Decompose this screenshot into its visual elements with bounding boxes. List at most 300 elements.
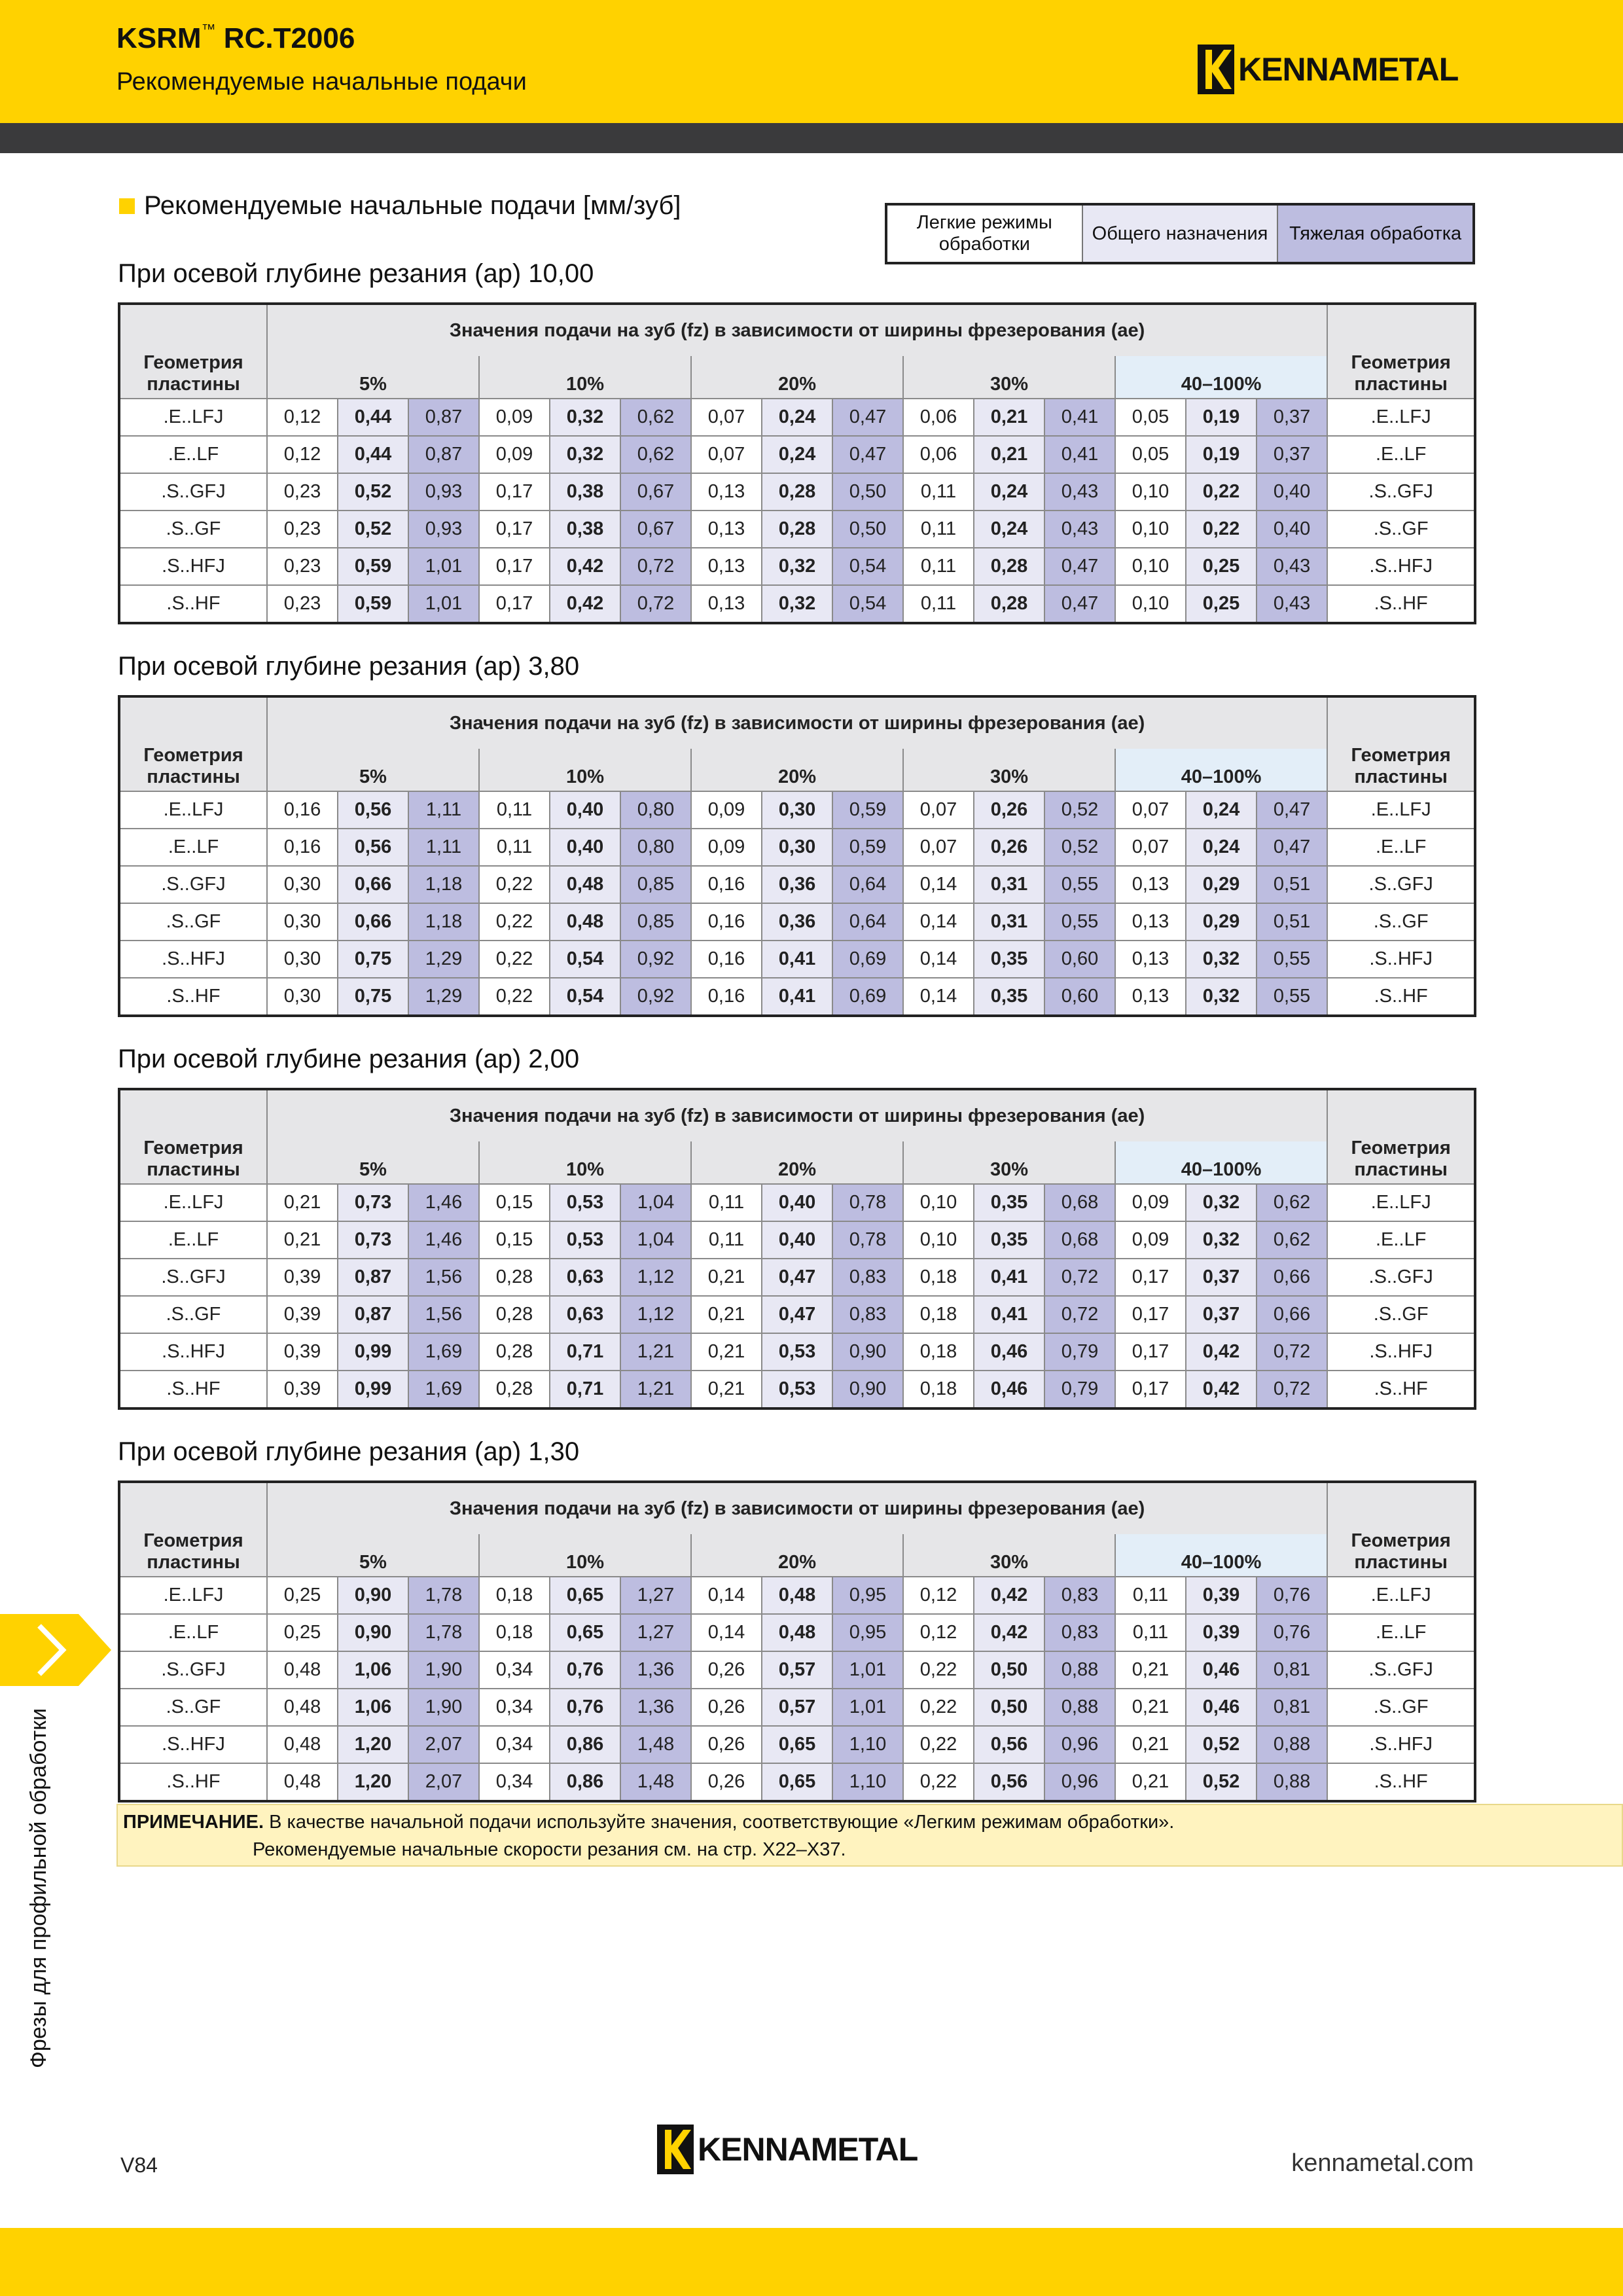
general-feed-cell: 0,73	[338, 1221, 408, 1259]
light-feed-cell: 0,30	[267, 903, 338, 941]
light-feed-cell: 0,25	[267, 1614, 338, 1651]
light-feed-cell: 0,48	[267, 1763, 338, 1801]
general-feed-cell: 0,90	[338, 1577, 408, 1614]
general-feed-cell: 0,52	[1186, 1763, 1257, 1801]
light-feed-cell: 0,17	[479, 548, 550, 585]
light-feed-cell: 0,30	[267, 941, 338, 978]
light-feed-cell: 0,11	[1115, 1614, 1186, 1651]
light-feed-cell: 0,18	[903, 1371, 974, 1408]
heavy-feed-cell: 0,66	[1257, 1259, 1327, 1296]
general-feed-cell: 0,52	[338, 511, 408, 548]
light-feed-cell: 0,11	[903, 548, 974, 585]
geometry-header: Геометрия пластины	[119, 304, 267, 399]
heavy-feed-cell: 0,88	[1044, 1651, 1115, 1689]
general-feed-cell: 0,47	[762, 1259, 832, 1296]
light-feed-cell: 0,21	[267, 1184, 338, 1221]
table-row	[119, 1296, 1475, 1333]
geometry-cell: .S..HFJ	[119, 941, 267, 978]
table-row	[119, 436, 1475, 473]
table-row	[119, 1651, 1475, 1689]
light-feed-cell: 0,11	[479, 791, 550, 829]
note-box	[116, 1804, 1623, 1867]
general-feed-cell: 1,20	[338, 1726, 408, 1763]
heavy-feed-cell: 0,83	[1044, 1577, 1115, 1614]
light-feed-cell: 0,21	[691, 1371, 762, 1408]
geometry-cell-right: .S..GFJ	[1327, 473, 1475, 511]
kennametal-k-icon	[1198, 45, 1234, 94]
general-feed-cell: 0,37	[1186, 1296, 1257, 1333]
general-feed-cell: 0,38	[550, 473, 620, 511]
heavy-feed-cell: 1,48	[620, 1726, 691, 1763]
heavy-feed-cell: 0,78	[832, 1184, 903, 1221]
heavy-feed-cell: 0,64	[832, 866, 903, 903]
general-feed-cell: 0,35	[974, 978, 1044, 1016]
light-feed-cell: 0,09	[691, 829, 762, 866]
document-subtitle: Рекомендуемые начальные подачи	[116, 68, 527, 96]
heavy-feed-cell: 0,90	[832, 1371, 903, 1408]
light-feed-cell: 0,07	[903, 829, 974, 866]
heavy-feed-cell: 0,93	[408, 511, 479, 548]
page-header	[0, 0, 1623, 123]
table-row	[119, 1221, 1475, 1259]
light-feed-cell: 0,23	[267, 548, 338, 585]
general-feed-cell: 0,41	[762, 978, 832, 1016]
section-title: Рекомендуемые начальные подачи [мм/зуб]	[119, 191, 681, 221]
light-feed-cell: 0,23	[267, 585, 338, 623]
note-line-1: ПРИМЕЧАНИЕ. В качестве начальной подачи используйте значения, соответствующие «Легким режимам обработки».	[123, 1812, 1175, 1833]
light-feed-cell: 0,06	[903, 399, 974, 436]
geometry-cell-right: .S..HF	[1327, 585, 1475, 623]
light-feed-cell: 0,07	[1115, 829, 1186, 866]
general-feed-cell: 0,24	[1186, 829, 1257, 866]
light-feed-cell: 0,22	[903, 1763, 974, 1801]
heavy-feed-cell: 0,55	[1257, 941, 1327, 978]
light-feed-cell: 0,23	[267, 473, 338, 511]
heavy-feed-cell: 0,72	[1257, 1371, 1327, 1408]
general-feed-cell: 0,48	[550, 866, 620, 903]
heavy-feed-cell: 0,50	[832, 511, 903, 548]
heavy-feed-cell: 0,41	[1044, 436, 1115, 473]
general-feed-cell: 0,42	[1186, 1333, 1257, 1371]
light-feed-cell: 0,39	[267, 1259, 338, 1296]
heavy-feed-cell: 1,01	[408, 585, 479, 623]
geometry-cell-right: .E..LF	[1327, 1221, 1475, 1259]
geometry-cell-right: .S..HF	[1327, 1763, 1475, 1801]
heavy-feed-cell: 0,67	[620, 511, 691, 548]
light-feed-cell: 0,26	[691, 1651, 762, 1689]
general-feed-cell: 0,42	[1186, 1371, 1257, 1408]
kennametal-footer-logo	[657, 2125, 918, 2174]
general-feed-cell: 0,35	[974, 1221, 1044, 1259]
light-feed-cell: 0,11	[903, 511, 974, 548]
general-feed-cell: 0,52	[338, 473, 408, 511]
light-feed-cell: 0,17	[479, 585, 550, 623]
heavy-feed-cell: 0,54	[832, 585, 903, 623]
heavy-feed-cell: 0,79	[1044, 1371, 1115, 1408]
general-feed-cell: 0,29	[1186, 903, 1257, 941]
general-feed-cell: 0,42	[550, 585, 620, 623]
heavy-feed-cell: 1,90	[408, 1651, 479, 1689]
chevron-right-icon	[0, 1614, 111, 1686]
geometry-cell: .E..LF	[119, 829, 267, 866]
light-feed-cell: 0,14	[903, 903, 974, 941]
geometry-cell-right: .S..GFJ	[1327, 866, 1475, 903]
general-feed-cell: 1,06	[338, 1651, 408, 1689]
heavy-feed-cell: 0,43	[1044, 473, 1115, 511]
heavy-feed-cell: 0,62	[1257, 1221, 1327, 1259]
light-feed-cell: 0,18	[903, 1259, 974, 1296]
heavy-feed-cell: 1,48	[620, 1763, 691, 1801]
light-feed-cell: 0,21	[691, 1333, 762, 1371]
general-feed-cell: 0,35	[974, 1184, 1044, 1221]
light-feed-cell: 0,22	[479, 903, 550, 941]
geometry-cell-right: .S..GF	[1327, 1296, 1475, 1333]
heavy-feed-cell: 1,04	[620, 1184, 691, 1221]
width-header: 10%	[479, 1534, 691, 1577]
general-feed-cell: 0,28	[762, 511, 832, 548]
general-feed-cell: 1,20	[338, 1763, 408, 1801]
light-feed-cell: 0,10	[903, 1184, 974, 1221]
heavy-feed-cell: 1,27	[620, 1614, 691, 1651]
general-feed-cell: 0,41	[974, 1296, 1044, 1333]
heavy-feed-cell: 0,83	[832, 1259, 903, 1296]
heavy-feed-cell: 1,36	[620, 1651, 691, 1689]
general-feed-cell: 0,52	[1186, 1726, 1257, 1763]
general-feed-cell: 0,48	[762, 1577, 832, 1614]
light-feed-cell: 0,21	[1115, 1651, 1186, 1689]
light-feed-cell: 0,11	[479, 829, 550, 866]
light-feed-cell: 0,09	[1115, 1221, 1186, 1259]
width-header: 5%	[267, 356, 479, 399]
heavy-feed-cell: 0,80	[620, 791, 691, 829]
general-feed-cell: 0,99	[338, 1371, 408, 1408]
geometry-cell-right: .S..GF	[1327, 903, 1475, 941]
light-feed-cell: 0,14	[903, 978, 974, 1016]
heavy-feed-cell: 0,66	[1257, 1296, 1327, 1333]
heavy-feed-cell: 0,83	[832, 1296, 903, 1333]
general-feed-cell: 0,32	[762, 548, 832, 585]
heavy-feed-cell: 0,90	[832, 1333, 903, 1371]
heavy-feed-cell: 0,47	[832, 399, 903, 436]
width-header: 30%	[903, 749, 1115, 791]
light-feed-cell: 0,16	[691, 903, 762, 941]
heavy-feed-cell: 1,69	[408, 1371, 479, 1408]
heavy-feed-cell: 0,81	[1257, 1651, 1327, 1689]
general-feed-cell: 0,57	[762, 1689, 832, 1726]
heavy-feed-cell: 0,79	[1044, 1333, 1115, 1371]
feed-header: Значения подачи на зуб (fz) в зависимости от ширины фрезерования (ae)	[267, 696, 1327, 749]
light-feed-cell: 0,13	[1115, 903, 1186, 941]
general-feed-cell: 0,42	[974, 1614, 1044, 1651]
website-link[interactable]: kennametal.com	[1291, 2149, 1474, 2177]
light-feed-cell: 0,14	[903, 866, 974, 903]
general-feed-cell: 0,65	[550, 1577, 620, 1614]
general-feed-cell: 0,59	[338, 585, 408, 623]
side-section-label: Фрезы для профильной обработки	[26, 1708, 51, 2068]
light-feed-cell: 0,16	[691, 941, 762, 978]
general-feed-cell: 0,31	[974, 866, 1044, 903]
light-feed-cell: 0,48	[267, 1689, 338, 1726]
light-feed-cell: 0,16	[267, 829, 338, 866]
light-feed-cell: 0,17	[1115, 1296, 1186, 1333]
general-feed-cell: 0,53	[762, 1371, 832, 1408]
table-row	[119, 473, 1475, 511]
heavy-feed-cell: 1,29	[408, 978, 479, 1016]
heavy-feed-cell: 1,69	[408, 1333, 479, 1371]
table-row	[119, 1371, 1475, 1408]
general-feed-cell: 0,40	[762, 1221, 832, 1259]
geometry-header: Геометрия пластины	[119, 1089, 267, 1184]
light-feed-cell: 0,11	[903, 585, 974, 623]
general-feed-cell: 0,32	[1186, 1184, 1257, 1221]
light-feed-cell: 0,48	[267, 1651, 338, 1689]
table-row	[119, 1184, 1475, 1221]
light-feed-cell: 0,18	[479, 1577, 550, 1614]
light-feed-cell: 0,13	[1115, 866, 1186, 903]
heavy-feed-cell: 0,80	[620, 829, 691, 866]
geometry-cell-right: .S..GFJ	[1327, 1259, 1475, 1296]
geometry-cell: .E..LFJ	[119, 791, 267, 829]
light-feed-cell: 0,17	[1115, 1371, 1186, 1408]
light-feed-cell: 0,16	[267, 791, 338, 829]
geometry-header: Геометрия пластины	[119, 696, 267, 791]
legend-light: Легкие режимы обработки	[887, 206, 1083, 262]
heavy-feed-cell: 0,92	[620, 941, 691, 978]
light-feed-cell: 0,17	[479, 473, 550, 511]
general-feed-cell: 0,63	[550, 1259, 620, 1296]
light-feed-cell: 0,05	[1115, 399, 1186, 436]
table-row	[119, 1577, 1475, 1614]
light-feed-cell: 0,17	[1115, 1259, 1186, 1296]
general-feed-cell: 0,28	[974, 585, 1044, 623]
light-feed-cell: 0,09	[479, 436, 550, 473]
general-feed-cell: 0,48	[550, 903, 620, 941]
light-feed-cell: 0,26	[691, 1689, 762, 1726]
light-feed-cell: 0,17	[1115, 1333, 1186, 1371]
light-feed-cell: 0,28	[479, 1259, 550, 1296]
general-feed-cell: 0,53	[550, 1184, 620, 1221]
light-feed-cell: 0,16	[691, 978, 762, 1016]
width-header: 10%	[479, 1141, 691, 1184]
geometry-cell: .S..HF	[119, 585, 267, 623]
heavy-feed-cell: 1,21	[620, 1333, 691, 1371]
general-feed-cell: 0,32	[1186, 978, 1257, 1016]
light-feed-cell: 0,13	[691, 548, 762, 585]
heavy-feed-cell: 0,72	[1044, 1296, 1115, 1333]
width-header: 20%	[691, 749, 903, 791]
geometry-cell: .E..LF	[119, 1614, 267, 1651]
table-row	[119, 829, 1475, 866]
general-feed-cell: 0,47	[762, 1296, 832, 1333]
general-feed-cell: 0,75	[338, 978, 408, 1016]
geometry-cell-right: .S..HF	[1327, 978, 1475, 1016]
general-feed-cell: 0,86	[550, 1726, 620, 1763]
geometry-cell: .S..GF	[119, 1689, 267, 1726]
general-feed-cell: 0,32	[1186, 1221, 1257, 1259]
heavy-feed-cell: 0,59	[832, 829, 903, 866]
general-feed-cell: 0,41	[974, 1259, 1044, 1296]
general-feed-cell: 0,25	[1186, 548, 1257, 585]
light-feed-cell: 0,14	[691, 1614, 762, 1651]
geometry-cell: .E..LFJ	[119, 1577, 267, 1614]
general-feed-cell: 0,56	[338, 829, 408, 866]
geometry-cell-right: .E..LF	[1327, 829, 1475, 866]
geometry-cell-right: .S..HFJ	[1327, 1726, 1475, 1763]
general-feed-cell: 0,76	[550, 1689, 620, 1726]
geometry-cell-right: .S..HF	[1327, 1371, 1475, 1408]
light-feed-cell: 0,09	[479, 399, 550, 436]
heavy-feed-cell: 0,87	[408, 399, 479, 436]
light-feed-cell: 0,34	[479, 1689, 550, 1726]
geometry-header-right: Геометрия пластины	[1327, 304, 1475, 399]
general-feed-cell: 0,53	[550, 1221, 620, 1259]
general-feed-cell: 0,36	[762, 866, 832, 903]
geometry-cell: .S..GF	[119, 903, 267, 941]
light-feed-cell: 0,07	[903, 791, 974, 829]
heavy-feed-cell: 0,92	[620, 978, 691, 1016]
light-feed-cell: 0,26	[691, 1763, 762, 1801]
light-feed-cell: 0,10	[1115, 585, 1186, 623]
page-number: V84	[120, 2153, 158, 2177]
general-feed-cell: 0,38	[550, 511, 620, 548]
heavy-feed-cell: 1,01	[832, 1689, 903, 1726]
general-feed-cell: 0,26	[974, 791, 1044, 829]
light-feed-cell: 0,16	[691, 866, 762, 903]
general-feed-cell: 0,25	[1186, 585, 1257, 623]
general-feed-cell: 0,65	[762, 1763, 832, 1801]
heavy-feed-cell: 0,55	[1044, 903, 1115, 941]
heavy-feed-cell: 0,55	[1044, 866, 1115, 903]
geometry-cell-right: .E..LFJ	[1327, 1577, 1475, 1614]
general-feed-cell: 0,63	[550, 1296, 620, 1333]
heavy-feed-cell: 0,85	[620, 866, 691, 903]
general-feed-cell: 0,54	[550, 941, 620, 978]
heavy-feed-cell: 2,07	[408, 1726, 479, 1763]
heavy-feed-cell: 0,95	[832, 1614, 903, 1651]
heavy-feed-cell: 0,62	[1257, 1184, 1327, 1221]
general-feed-cell: 0,32	[762, 585, 832, 623]
width-header: 40–100%	[1115, 1141, 1327, 1184]
heavy-feed-cell: 0,40	[1257, 473, 1327, 511]
light-feed-cell: 0,18	[903, 1333, 974, 1371]
width-header: 40–100%	[1115, 1534, 1327, 1577]
light-feed-cell: 0,21	[1115, 1726, 1186, 1763]
heavy-feed-cell: 1,78	[408, 1577, 479, 1614]
geometry-cell: .S..GFJ	[119, 1651, 267, 1689]
light-feed-cell: 0,39	[267, 1371, 338, 1408]
general-feed-cell: 0,21	[974, 436, 1044, 473]
geometry-header-right: Геометрия пластины	[1327, 1089, 1475, 1184]
heavy-feed-cell: 0,47	[1044, 548, 1115, 585]
table-row	[119, 585, 1475, 623]
light-feed-cell: 0,18	[479, 1614, 550, 1651]
general-feed-cell: 0,53	[762, 1333, 832, 1371]
light-feed-cell: 0,07	[691, 399, 762, 436]
general-feed-cell: 0,86	[550, 1763, 620, 1801]
geometry-cell-right: .E..LFJ	[1327, 399, 1475, 436]
geometry-cell: .E..LF	[119, 1221, 267, 1259]
geometry-header-right: Геометрия пластины	[1327, 1482, 1475, 1577]
feed-table	[118, 1480, 1476, 1803]
heavy-feed-cell: 0,83	[1044, 1614, 1115, 1651]
color-legend	[885, 203, 1475, 264]
heavy-feed-cell: 0,59	[832, 791, 903, 829]
light-feed-cell: 0,22	[903, 1689, 974, 1726]
general-feed-cell: 0,22	[1186, 511, 1257, 548]
geometry-cell-right: .S..HFJ	[1327, 1333, 1475, 1371]
table-row	[119, 1614, 1475, 1651]
general-feed-cell: 0,42	[550, 548, 620, 585]
table-row	[119, 866, 1475, 903]
footer-band	[0, 2228, 1623, 2296]
general-feed-cell: 0,26	[974, 829, 1044, 866]
width-header: 10%	[479, 356, 691, 399]
heavy-feed-cell: 0,88	[1044, 1689, 1115, 1726]
light-feed-cell: 0,21	[267, 1221, 338, 1259]
light-feed-cell: 0,21	[691, 1259, 762, 1296]
general-feed-cell: 0,39	[1186, 1614, 1257, 1651]
table-row	[119, 903, 1475, 941]
heavy-feed-cell: 0,69	[832, 978, 903, 1016]
heavy-feed-cell: 0,64	[832, 903, 903, 941]
general-feed-cell: 0,46	[974, 1333, 1044, 1371]
heavy-feed-cell: 1,11	[408, 829, 479, 866]
general-feed-cell: 0,40	[550, 829, 620, 866]
geometry-cell: .S..GF	[119, 511, 267, 548]
heavy-feed-cell: 1,10	[832, 1763, 903, 1801]
heavy-feed-cell: 1,78	[408, 1614, 479, 1651]
general-feed-cell: 0,65	[550, 1614, 620, 1651]
general-feed-cell: 0,66	[338, 903, 408, 941]
general-feed-cell: 0,56	[974, 1763, 1044, 1801]
feed-table	[118, 1088, 1476, 1410]
general-feed-cell: 0,87	[338, 1296, 408, 1333]
general-feed-cell: 0,65	[762, 1726, 832, 1763]
general-feed-cell: 0,76	[550, 1651, 620, 1689]
light-feed-cell: 0,39	[267, 1333, 338, 1371]
light-feed-cell: 0,11	[903, 473, 974, 511]
general-feed-cell: 0,30	[762, 829, 832, 866]
general-feed-cell: 0,50	[974, 1651, 1044, 1689]
heavy-feed-cell: 0,95	[832, 1577, 903, 1614]
table-row	[119, 941, 1475, 978]
geometry-cell: .S..HF	[119, 1763, 267, 1801]
legend-heavy: Тяжелая обработка	[1278, 206, 1472, 262]
light-feed-cell: 0,13	[691, 473, 762, 511]
heavy-feed-cell: 1,27	[620, 1577, 691, 1614]
heavy-feed-cell: 0,43	[1257, 585, 1327, 623]
general-feed-cell: 0,21	[974, 399, 1044, 436]
general-feed-cell: 0,41	[762, 941, 832, 978]
light-feed-cell: 0,10	[1115, 548, 1186, 585]
heavy-feed-cell: 1,12	[620, 1296, 691, 1333]
general-feed-cell: 0,24	[1186, 791, 1257, 829]
general-feed-cell: 0,90	[338, 1614, 408, 1651]
light-feed-cell: 0,30	[267, 978, 338, 1016]
geometry-cell-right: .E..LF	[1327, 436, 1475, 473]
light-feed-cell: 0,22	[479, 941, 550, 978]
light-feed-cell: 0,18	[903, 1296, 974, 1333]
light-feed-cell: 0,15	[479, 1184, 550, 1221]
logo-text: KENNAMETAL	[1238, 51, 1459, 88]
geometry-cell: .S..HFJ	[119, 548, 267, 585]
general-feed-cell: 0,32	[1186, 941, 1257, 978]
heavy-feed-cell: 1,56	[408, 1259, 479, 1296]
general-feed-cell: 0,56	[338, 791, 408, 829]
general-feed-cell: 0,50	[974, 1689, 1044, 1726]
width-header: 5%	[267, 749, 479, 791]
light-feed-cell: 0,13	[691, 585, 762, 623]
